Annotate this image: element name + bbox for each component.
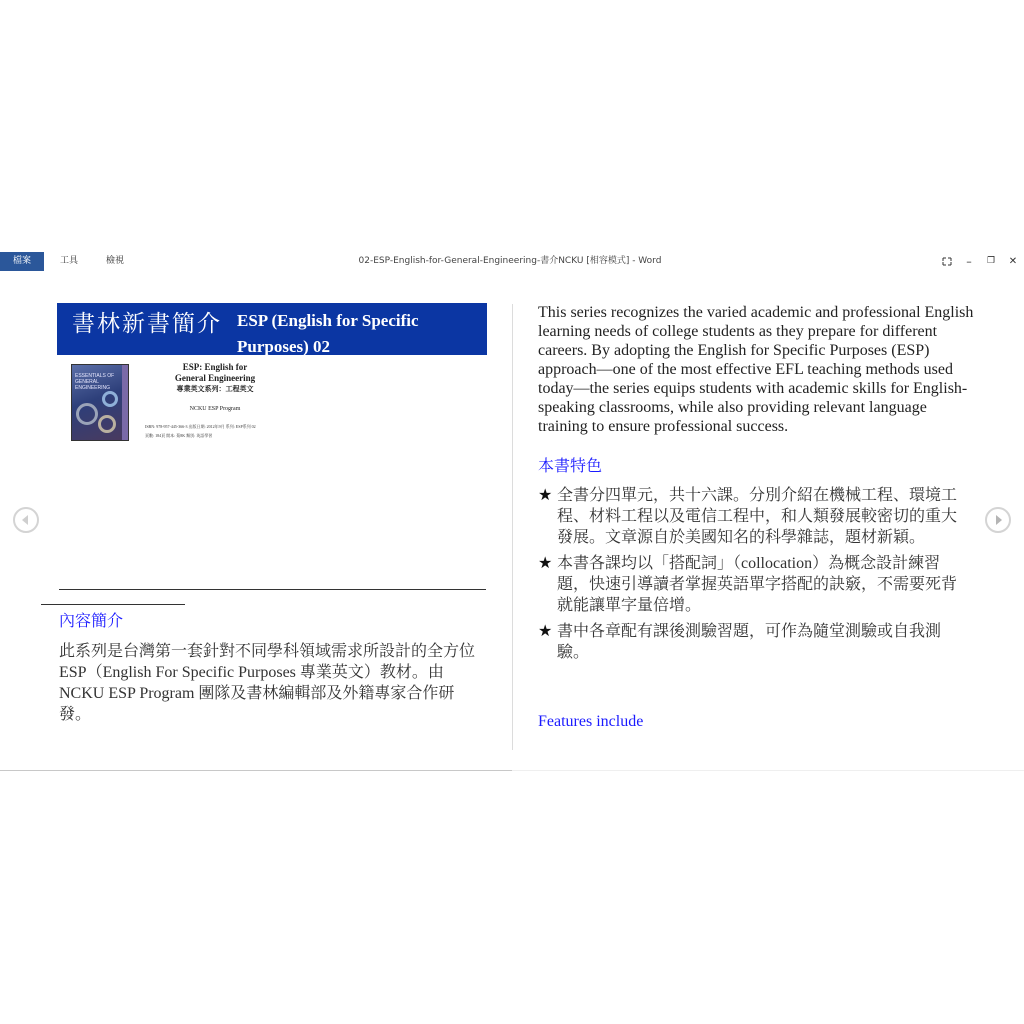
- page-bottom-edge-right: [512, 770, 1024, 771]
- book-details-row1: ISBN: 978-957-445-366-3 出版日期: 2012年9月 系列: ESP系列 02: [145, 424, 256, 429]
- star-bullet-icon: ★: [538, 487, 553, 504]
- book-title-line2: General Engineering: [174, 373, 256, 383]
- restore-button[interactable]: ❐: [986, 256, 996, 266]
- list-item: [538, 553, 968, 616]
- chevron-right-icon: [987, 509, 1009, 531]
- minimize-button[interactable]: –: [966, 255, 972, 268]
- book-details-row2: 頁數: 184頁 開本: 菊8K 類別: 英語學習: [145, 433, 213, 438]
- features-heading: 本書特色: [538, 456, 603, 475]
- feature-text: 本書各課均以「搭配詞」（collocation）為概念設計練習題，快速引導讀者掌握英語單字搭配的訣竅，不需要死背就能讓單字量倍增。: [557, 555, 958, 614]
- chevron-left-icon: [15, 509, 37, 531]
- next-page-button[interactable]: [985, 507, 1011, 533]
- book-title-line1: ESP: English for: [182, 362, 248, 372]
- feature-list: [538, 485, 968, 668]
- section-rule: [59, 589, 486, 590]
- gear-graphic: [76, 403, 98, 425]
- feature-text: 全書分四單元，共十六課。分別介紹在機械工程、環境工程、材料工程以及電信工程中，和人類發展較密切的重大發展。文章源自於美國知名的科學雜誌，題材新穎。: [557, 487, 958, 546]
- content-body: 此系列是台灣第一套針對不同學科領域需求所設計的全方位 ESP（English For Specific Purposes 專業英文）教材。由 NCKU ESP Program 團隊及書林編輯部及外籍專家合作研發。: [59, 643, 476, 723]
- cover-title: ESSENTIALS OF GENERAL ENGINEERING: [75, 373, 115, 391]
- intro-paragraph: This series recognizes the varied academic and professional English learning needs of college students as they prepare for different careers. By adopting the English for Specific Purposes (ESP) approach—one of the most effective EFL teaching methods used today—the series equips students with academic skills for English-speaking classrooms, while also providing relevant language training to ensure professional success.: [538, 304, 974, 435]
- star-bullet-icon: ★: [538, 555, 553, 572]
- window-title: 02-ESP-English-for-General-Engineering-書介NCKU [相容模式] - Word: [358, 256, 662, 266]
- previous-page-button[interactable]: [13, 507, 39, 533]
- feature-text: 書中各章配有課後測驗習題，可作為隨堂測驗或自我測驗。: [557, 623, 942, 661]
- book-author: NCKU ESP Program: [189, 406, 241, 412]
- tab-file[interactable]: 檔案: [0, 252, 44, 271]
- page-divider: [512, 304, 513, 750]
- tab-tools[interactable]: 工具: [59, 256, 78, 266]
- heading-rule: [41, 604, 185, 605]
- header-title-zh: 書林新書簡介: [72, 311, 222, 337]
- gear-graphic: [102, 391, 118, 407]
- book-cover-image: [71, 364, 129, 441]
- gear-graphic: [98, 415, 116, 433]
- book-title-zh: 專業英文系列：工程英文: [176, 385, 254, 393]
- page-bottom-edge: [0, 770, 512, 771]
- features-en-heading: Features include: [538, 713, 644, 730]
- close-button[interactable]: ✕: [1008, 256, 1018, 267]
- header-band: [57, 303, 487, 355]
- tab-view[interactable]: 檢視: [105, 256, 124, 266]
- list-item: [538, 621, 968, 663]
- content-heading: 內容簡介: [59, 611, 124, 630]
- star-bullet-icon: ★: [538, 623, 553, 640]
- title-bar: [0, 252, 1024, 272]
- cover-spine-band: [122, 365, 128, 440]
- header-title-en: ESP (English for Specific Purposes) 02: [237, 311, 419, 356]
- list-item: [538, 485, 968, 548]
- focus-mode-icon[interactable]: [937, 252, 957, 271]
